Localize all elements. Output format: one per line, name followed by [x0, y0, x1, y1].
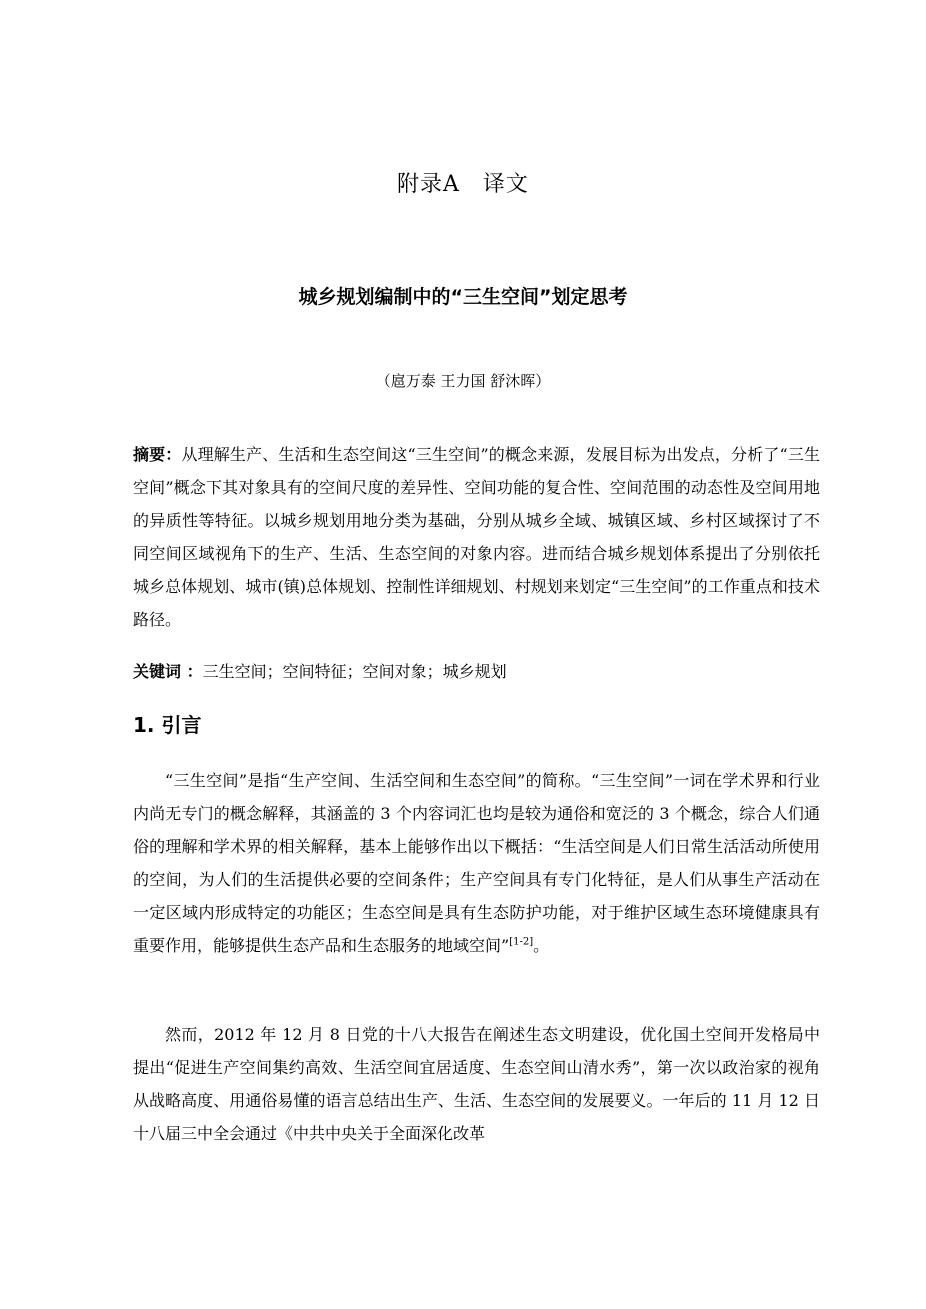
abstract-text: 从理解生产、生活和生态空间这“三生空间”的概念来源，发展目标为出发点，分析了“三生空间”概念下其对象具有的空间尺度的差异性、空间功能的复合性、空间范围的动态性及空间用地的异质性等特征。以城乡规划用地分类为基础，分别从城乡全域、城镇区域、乡村区域探讨了不同空间区域视角下的生产、生活、生态空间的对象内容。进而结合城乡规划体系提出了分别依托城乡总体规划、城市(镇)总体规划、控制性详细规划、村规划来划定“三生空间”的工作重点和技术路径。 [133, 445, 820, 629]
section-heading-introduction: 1. 引言 [133, 713, 202, 737]
citation-reference: [1-2] [509, 936, 534, 948]
appendix-title: 附录A 译文 [397, 172, 529, 197]
keywords-label: 关键词 ： [133, 662, 203, 681]
paper-title: 城乡规划编制中的“三生空间”划定思考 [298, 286, 628, 308]
author-list: （扈万泰 王力国 舒沐晖） [375, 372, 551, 390]
body-paragraph: 然而，2012 年 12 月 8 日党的十八大报告在阐述生态文明建设，优化国土空间开发格局中提出“促进生产空间集约高效、生活空间宜居适度、生态空间山清水秀”，第一次以政治家的视角从战略高度、用通俗易懂的语言总结出生产、生活、生态空间的发展要义。一年后的 11 月 12 日十八届三中全会通过《中共中央关于全面深化改革 [133, 1025, 820, 1143]
body-paragraph [133, 764, 820, 962]
paragraph-text: “三生空间”是指“生产空间、生活空间和生态空间”的简称。“三生空间”一词在学术界和行业内尚无专门的概念解释，其涵盖的 3 个内容词汇也均是较为通俗和宽泛的 3 个概念，综合人们通俗的理解和学术界的相关解释，基本上能够作出以下概括：“生活空间是人们日常生活活动所使用的空间，为人们的生活提供必要的空间条件；生产空间具有专门化特征，是人们从事生产活动在一定区域内形成特定的功能区；生态空间是具有生态防护功能，对于维护区域生态环境健康具有重要作用，能够提供生态产品和生态服务的地域空间” [133, 771, 820, 955]
paragraph-end: 。 [533, 936, 550, 955]
keywords-text: 三生空间；空间特征；空间对象；城乡规划 [202, 662, 507, 681]
abstract-label: 摘要： [133, 445, 182, 464]
abstract [133, 438, 820, 636]
keywords [133, 655, 820, 688]
